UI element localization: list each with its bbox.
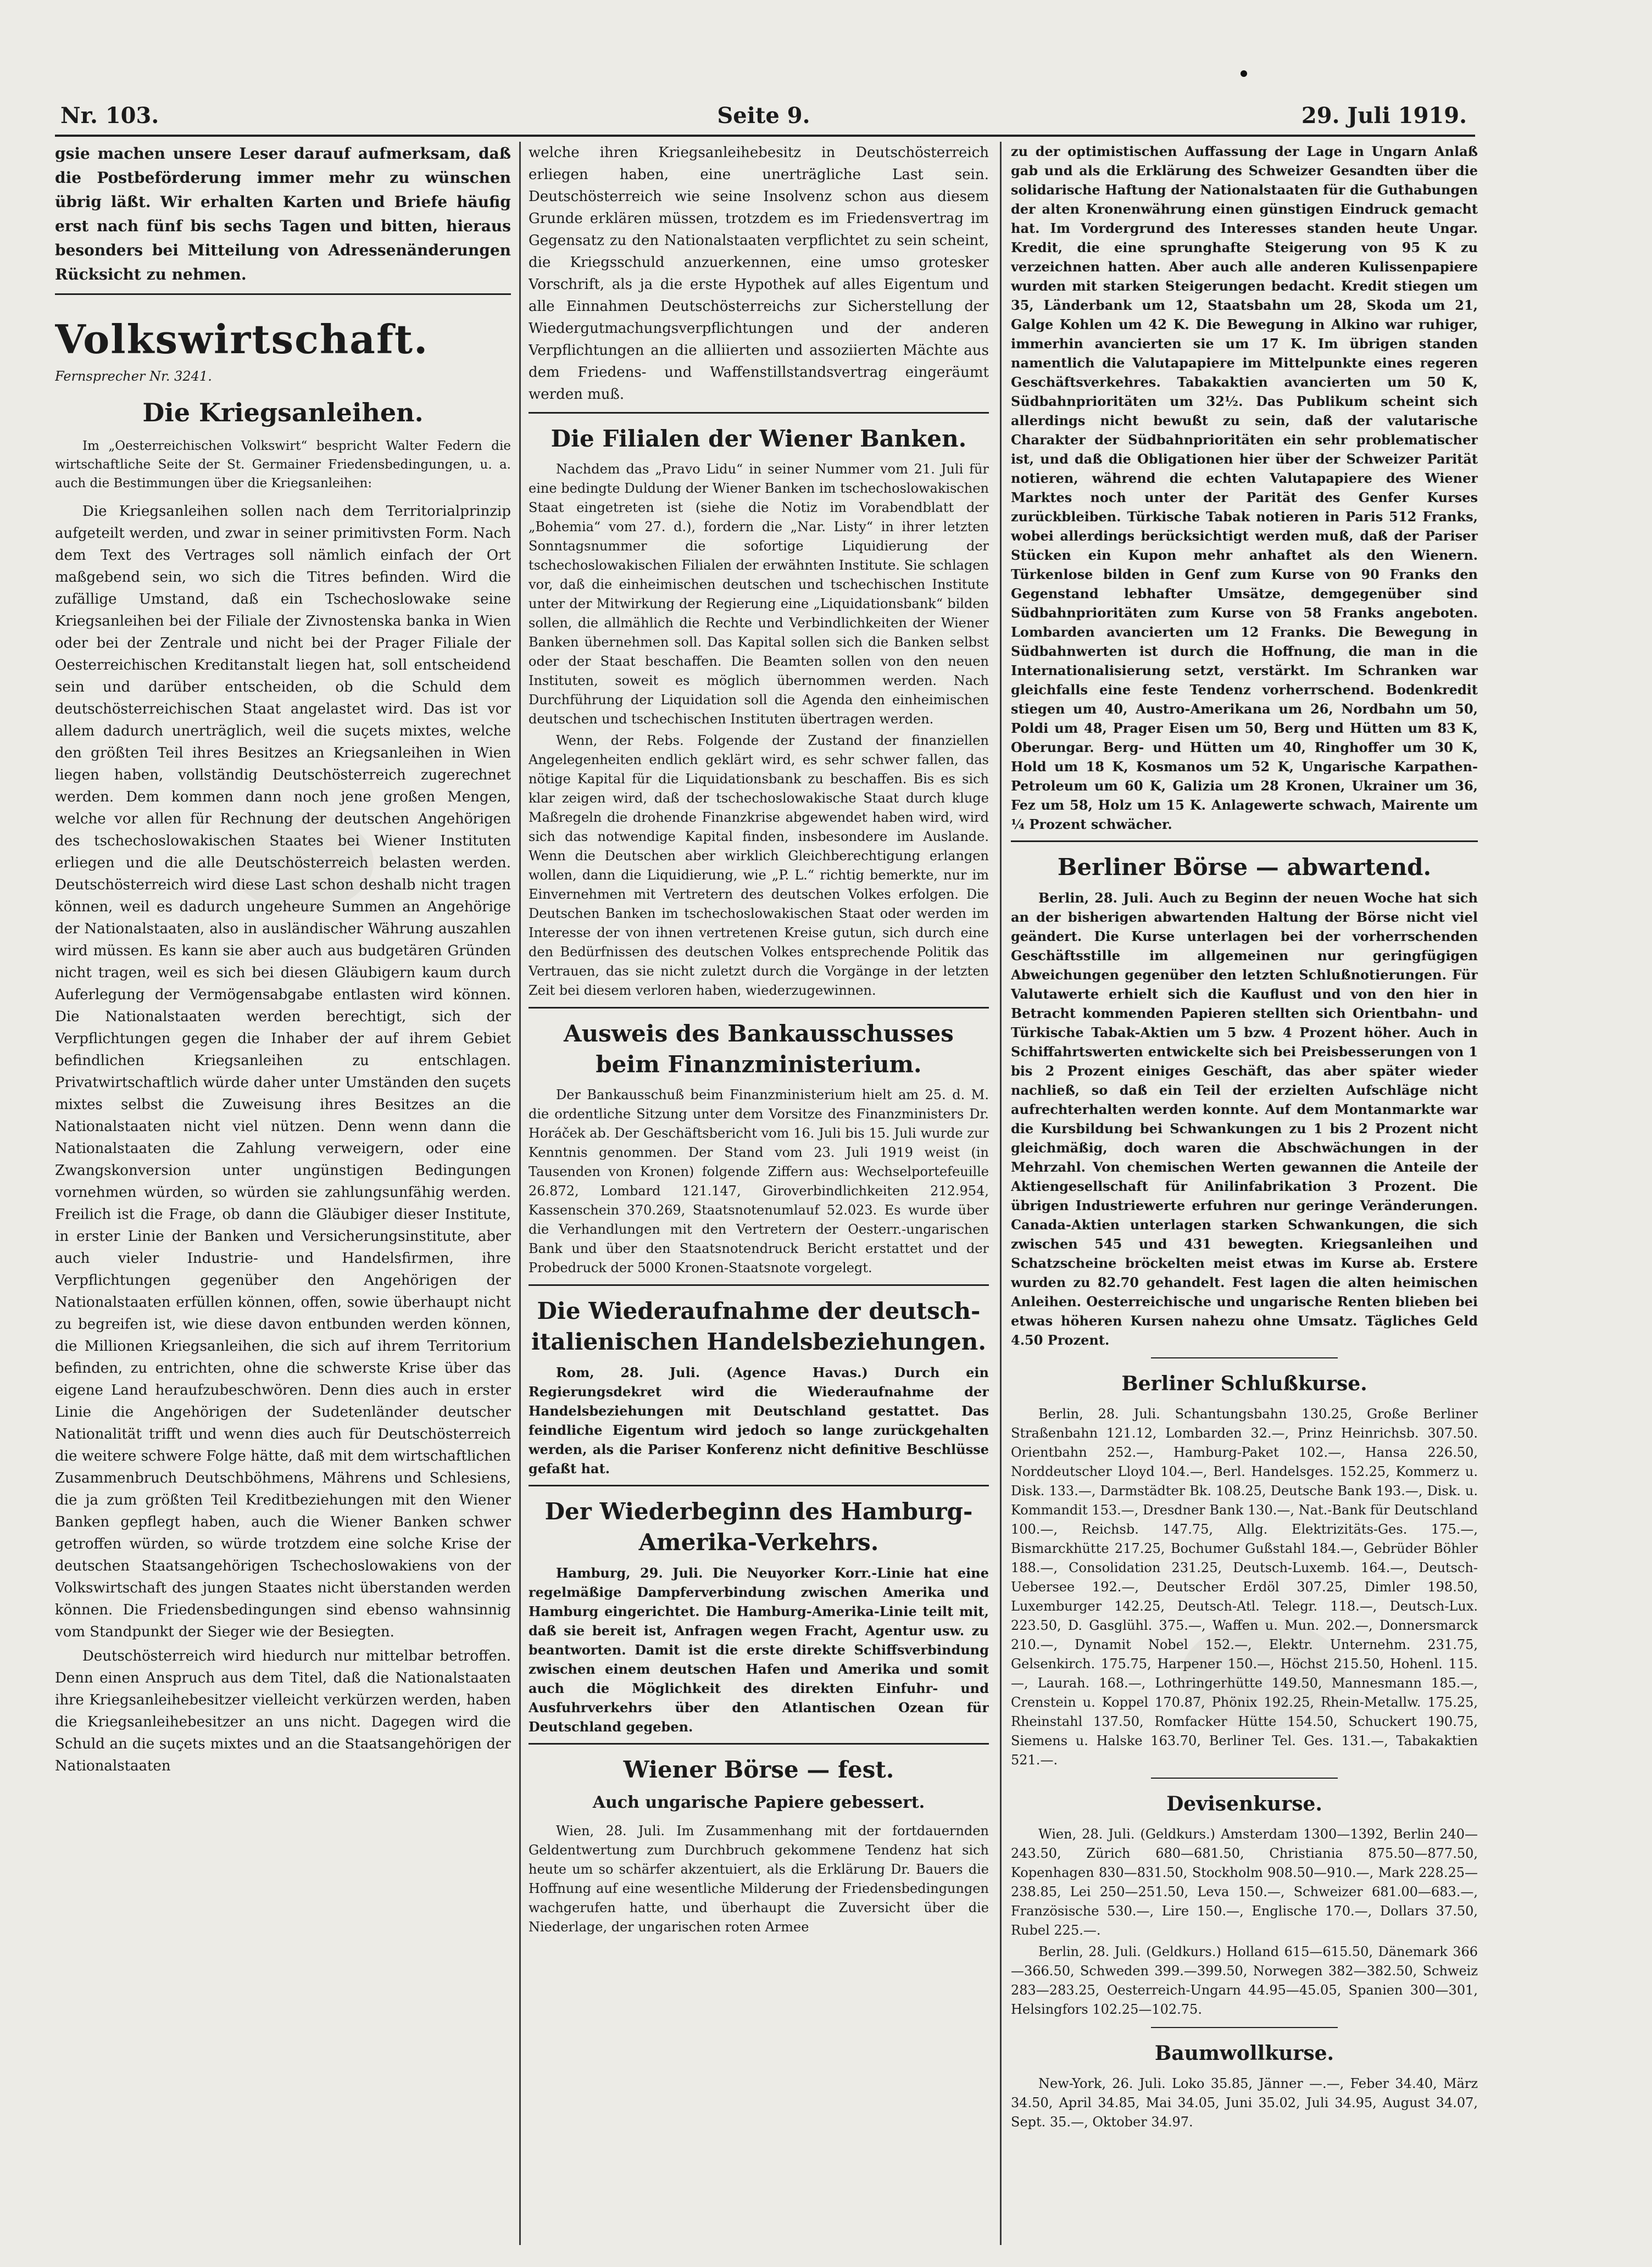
divider — [529, 1007, 989, 1009]
article-title: Berliner Schlußkurse. — [1121, 1372, 1367, 1395]
article-paragraph: New-York, 26. Juli. Loko 35.85, Jänner —.—, Feber 34.40, März 34.50, April 34.85, Mai 34.05, Juni 35.02, Juli 34.95, August 34.07, Sept. 35.—, Oktober 34.97. — [1011, 2076, 1478, 2130]
divider — [529, 1485, 989, 1486]
article-title: Devisenkurse. — [1166, 1792, 1322, 1815]
article-title: Wiener Börse — fest. — [623, 1756, 894, 1783]
article-title: Baumwollkurse. — [1154, 2042, 1334, 2065]
article-paragraph: Der Bankausschuß beim Finanzministerium hielt am 25. d. M. die ordentliche Sitzung unter dem Vorsitze des Finanzministers Dr. Horáček ab. Der Geschäftsbericht vom 16. Juli bis 15. Juli wurde zur Kenntnis genommen. Der Stand vom 23. Juli 1919 weist (in Tausenden von Kronen) folgende Ziffern aus: Wechselportefeuille 26.872, Lombard 121.147, Giroverbindlichkeiten 212.954, Kassenschein 370.269, Staatsnotenumlauf 52.023. Es wurde über die Verhandlungen mit den Vertretern der Oesterr.-ungarischen Bank und über den Staatsnotendruck Bericht erstattet und der Probedruck der 5000 Kronen-Staatsnote vorgelegt. — [529, 1087, 989, 1275]
article-paragraph: zu der optimistischen Auffassung der Lage in Ungarn Anlaß gab und als die Erklärung des Schweizer Gesandten über die solidarische Haftung der Nationalstaaten für die Guthabungen der alten Kronenwährung einen günstigen Eindruck gemacht hat. Im Vordergrund des Interesses standen heute Ungar. Kredit, die eine sprunghafte Steigerung von 95 K zu verzeichnen hatten. Aber auch alle anderen Kulissenpapiere wurden mit starken Steigerungen bedacht. Kredit stiegen um 35, Länderbank um 12, Staatsbahn um 28, Skoda um 21, Galge Kohlen um 42 K. Die Bewegung in Alkino war ruhiger, immerhin avancierten sie um 17 K. Im übrigen standen namentlich die Valutapapiere im Mittelpunkte eines regeren Geschäftsverkehres. Tabakaktien avancierten um 50 K, Südbahnprioritäten um 32½. Das Publikum scheint sich allerdings nicht bewußt zu sein, daß der valutarische Charakter der Südbahnprioritäten ein sehr problematischer ist, und daß die Obligationen hier über der Schweizer Parität notieren, während die echten Valutapapiere des Wiener Marktes noch unter der Parität des Genfer Kurses zurückbleiben. Türkische Tabak notieren in Paris 512 Franks, wobei allerdings berücksichtigt werden muß, daß der Pariser Stücken ein Kupon mehr anhaftet als den Wienern. Türkenlose bilden in Genf zum Kurse von 90 Franks den Gegenstand lebhafter Umsätze, demgegenüber sind Südbahnprioritäten zum Kurse von 58 Franks angeboten. Lombarden avancierten um 12 Franks. Die Bewegung in Südbahnwerten ist durch die Hoffnung, die man in die Internationalisierung setzt, verstärkt. Im Schranken war gleichfalls eine feste Tendenz vorherrschend. Bodenkredit stiegen um 40, Austro-Amerikana um 26, Nordbahn um 50, Poldi um 48, Prager Eisen um 50, Berg und Hütten um 83 K, Oberungar. Berg- und Hütten um 40, Ringhoffer um 30 K, Hold um 18 K, Kosmanos um 52 K, Ungarische Karpathen-Petroleum um 60 K, Galizia um 28 Kronen, Ukrainer um 36, Fez um 58, Holz um 15 K. Anlagewerte schwach, Mairente um ¼ Prozent schwächer. — [1011, 143, 1478, 832]
article-title: Die Filialen der Wiener Banken. — [550, 425, 967, 452]
divider — [1151, 1778, 1338, 1779]
page-header — [55, 96, 1472, 135]
article-title: Ausweis des Bankausschusses beim Finanzministerium. — [564, 1020, 954, 1078]
issue-number: Nr. 103. — [60, 103, 159, 129]
article-title: Der Wiederbeginn des Hamburg-Amerika-Verkehrs. — [544, 1498, 973, 1556]
article-paragraph: Deutschösterreich wird hiedurch nur mittelbar betroffen. Denn einen Anspruch aus dem Titel, daß die Nationalstaaten ihre Kriegsanleihebesitzer vielleicht verkürzen werden, haben die Kriegsanleihebesitzer an uns nicht. Dagegen wird die Schuld an die suçets mixtes und an die Staatsangehörigen der Nationalstaaten — [55, 1648, 511, 1774]
article-title: Die Wiederaufnahme der deutsch-italienischen Handelsbeziehungen. — [531, 1297, 986, 1355]
column-rule — [519, 142, 521, 2245]
divider — [1011, 840, 1478, 842]
ink-spot — [1241, 70, 1247, 77]
article-paragraph: Berlin, 28. Juli. Schantungsbahn 130.25, Große Berliner Straßenbahn 121.12, Lombarden 32.—, Prinz Heinrichsb. 307.50. Orientbahn 252.—, Hamburg-Paket 102.—, Hansa 226.50, Norddeutscher Lloyd 104.—, Berl. Handelsges. 152.25, Kommerz u. Disk. 133.—, Darmstädter Bk. 108.25, Deutsche Bank 193.—, Disk. u. Kommandit 153.—, Dresdner Bank 130.—, Nat.-Bank für Deutschland 100.—, Reichsb. 147.75, Allg. Elektrizitäts-Ges. 175.—, Bismarckhütte 217.25, Bochumer Gußstahl 184.—, Gebrüder Böhler 188.—, Consolidation 231.25, Deutsch-Luxemb. 164.—, Deutsch-Uebersee 192.—, Deutscher Erdöl 307.25, Dimler 198.50, Luxemburger 142.25, Deutsch-Atl. Telegr. 118.—, Deutsch-Lux. 223.50, D. Gasglühl. 375.—, Waffen u. Mun. 202.—, Donnersmarck 210.—, Dynamit Nobel 152.—, Elektr. Unternehm. 231.75, Gelsenkirch. 175.75, Harpener 150.—, Höchst 215.50, Hohenl. 115.—, Laurah. 168.—, Lothringerhütte 149.50, Mannesmann 185.—, Crenstein u. Koppel 170.87, Phönix 192.25, Rhein-Metallw. 175.25, Rheinstahl 137.50, Romfacker Hütte 154.50, Schuckert 190.75, Siemens u. Halske 163.70, Berliner Tel. Ges. 131.—, Tabakaktien 521.—. — [1011, 1406, 1478, 1768]
article-paragraph: Wien, 28. Juli. (Geldkurs.) Amsterdam 1300—1392, Berlin 240—243.50, Zürich 680—681.50, Christiania 875.50—877.50, Kopenhagen 830—831.50, Stockholm 908.50—910.—, Mark 228.25—238.85, Lei 250—251.50, Leva 150.—, Schweizer 681.00—683.—, Französische 530.—, Lire 150.—, Englische 170.—, Dollars 37.50, Rubel 225.—. — [1011, 1826, 1478, 1938]
section-title: Volkswirtschaft. — [55, 316, 429, 363]
article-paragraph: Nachdem das „Pravo Lidu“ in seiner Nummer vom 21. Juli für eine bedingte Duldung der Wiener Banken im tschechoslowakischen Staat eingetreten ist (siehe die Notiz im Vorabendblatt der „Bohemia“ vom 27. d.), fordern die „Nar. Listy“ in ihrer letzten Sonntagsnummer die sofortige Liquidierung der tschechoslowakischen Filialen der erwähnten Institute. Sie schlagen vor, daß die einheimischen deutschen und tschechischen Institute unter der Mitwirkung der Regierung eine „Liquidationsbank“ bilden sollen, die allmählich die Rechte und Verbindlichkeiten der Wiener Banken übernehmen soll. Das Kapital sollen sich die Banken selbst oder der Staat beschaffen. Die Beamten sollen von den neuen Instituten, soweit es möglich übernommen werden. Nach Durchführung der Liquidation soll die Agenda den einheimischen deutschen und tschechischen Instituten übertragen werden. — [529, 461, 989, 727]
column-2 — [529, 142, 989, 2245]
article-title: Die Kriegsanleihen. — [142, 398, 424, 427]
column-rule — [1000, 142, 1002, 2245]
header-rule — [55, 135, 1475, 137]
issue-date: 29. Juli 1919. — [1301, 103, 1467, 129]
article-title: Berliner Börse — abwartend. — [1057, 854, 1432, 881]
postal-notice: gsie machen unsere Leser darauf aufmerksam, daß die Postbeförderung immer mehr zu wünschen übrig läßt. Wir erhalten Karten und Briefe häufig erst nach fünf bis sechs Tagen und bitten, hieraus besonders bei Mitteilung von Adressenänderungen Rücksicht zu nehmen. — [55, 144, 511, 283]
divider — [529, 412, 989, 414]
divider — [529, 1284, 989, 1286]
divider — [529, 1743, 989, 1745]
article-paragraph: Wien, 28. Juli. Im Zusammenhang mit der fortdauernden Geldentwertung zum Durchbruch gekommene Tendenz hat sich heute um so schärfer akzentuiert, als die Erklärung Dr. Bauers die Hoffnung auf eine wesentliche Milderung der Friedensbedingungen wachgerufen hatte, und überhaupt die Zuversicht über die Niederlage, der ungarischen roten Armee — [529, 1823, 989, 1935]
column-1 — [55, 142, 511, 2245]
article-paragraph: Rom, 28. Juli. (Agence Havas.) Durch ein Regierungsdekret wird die Wiederaufnahme der Handelsbeziehungen mit Deutschland gestattet. Das feindliche Eigentum wird jedoch so lange zurückgehalten werden, als die Pariser Konferenz nicht definitive Beschlüsse gefaßt hat. — [529, 1364, 989, 1477]
article-paragraph: Wenn, der Rebs. Folgende der Zustand der finanziellen Angelegenheiten endlich geklärt wird, es sehr schwer fallen, das nötige Kapital für die Liquidationsbank zu beschaffen. Bis es sich klar zeigen wird, daß der tschechoslowakische Staat durch kluge Maßregeln die drohende Finanzkrise abgewendet haben wird, wird sich das notwendige Kapital finden, insbesondere im Auslande. Wenn die Deutschen aber wirklich Gleichberechtigung erlangen wollen, dann die Liquidierung, wie „P. L.“ richtig bemerkte, nur im Einvernehmen mit Vertretern des deutschen Volkes erfolgen. Die Deutschen Banken im tschechoslowakischen Staat oder werden im Interesse der von ihnen vertretenen Kreise gutun, sich durch eine den Bedürfnissen des deutschen Volkes entsprechende Politik das Vertrauen, das sie nicht zuletzt durch die Vorgänge in der letzten Zeit bei diesem verloren haben, wiederzugewinnen. — [529, 733, 989, 998]
divider — [1151, 2027, 1338, 2028]
article-paragraph: Berlin, 28. Juli. (Geldkurs.) Holland 615—615.50, Dänemark 366—366.50, Schweden 399.—399.50, Norwegen 382—382.50, Schweiz 283—283.25, Oesterreich-Ungarn 44.95—45.05, Spanien 300—301, Helsingfors 102.25—102.75. — [1011, 1944, 1478, 2017]
divider — [55, 293, 511, 295]
article-paragraph: welche ihren Kriegsanleihebesitz in Deutschösterreich erliegen haben, eine unerträgliche Last sein. Deutschösterreich wie seine Insolvenz schon aus diesem Grunde erklären müssen, trotzdem es im Friedensvertrag im Gegensatz zu den Nationalstaaten verpflichtet zu sein scheint, die Kriegsschuld anzuerkennen, eine umso grotesker Vorschrift, als ja die erste Hypothek auf alles Eigentum und alle Einnahmen Deutschösterreichs zur Sicherstellung der Wiedergutmachungsverpflichtungen und der anderen Verpflichtungen an die alliierten und assoziierten Mächte aus dem Friedens- und Waffenstillstandsvertrag eingeräumt werden muß. — [529, 144, 989, 403]
article-paragraph: Hamburg, 29. Juli. Die Neuyorker Korr.-Linie hat eine regelmäßige Dampferverbindung zwischen Amerika und Hamburg eingerichtet. Die Hamburg-Amerika-Linie teilt mit, daß sie bereit ist, Anfragen wegen Fracht, Agentur usw. zu beantworten. Damit ist die erste direkte Schiffsverbindung zwischen einem deutschen Hafen und Amerika und somit auch die Möglichkeit des direkten Einfuhr- und Ausfuhrverkehrs über den Atlantischen Ozean für Deutschland gegeben. — [529, 1565, 989, 1735]
article-subtitle: Auch ungarische Papiere gebessert. — [592, 1793, 925, 1812]
page-number: Seite 9. — [717, 103, 810, 129]
article-paragraph: Berlin, 28. Juli. Auch zu Beginn der neuen Woche hat sich an der bisherigen abwartenden Haltung der Börse nicht viel geändert. Die Kurse unterlagen bei der vorherrschenden Geschäftsstille im allgemeinen nur geringfügigen Abweichungen gegenüber den letzten Schlußnotierungen. Für Valutawerte erhielt sich die Kauflust und von den hier in Betracht kommenden Papieren stellten sich Orientbahn- und Türkische Tabak-Aktien um 5 bzw. 4 Prozent höher. Auch in Schiffahrtswerten entwickelte sich bei Preisbesserungen von 1 bis 2 Prozent einiges Geschäft, das aber später wieder nachließ, so daß ein Teil der erzielten Aufschläge nicht aufrechterhalten werden konnte. Auf dem Montanmarkte war die Kursbildung bei Schwankungen zu 1 bis 2 Prozent nicht gleichmäßig, doch waren die Abschwächungen in der Mehrzahl. Von chemischen Werten gewannen die Anteile der Aktiengesellschaft für Anilinfabrikation 3 Prozent. Die übrigen Industriewerte erfuhren nur geringe Veränderungen. Canada-Aktien unterlagen starken Schwankungen, die sich zwischen 545 und 431 bewegten. Kriegsanleihen und Schatzscheine bröckelten meist etwas im Kurse ab. Erstere wurden zu 82.70 gehandelt. Fest lagen die alten heimischen Anleihen. Oesterreichische und ungarische Renten blieben bei etwas höheren Kursen nahezu ohne Umsatz. Tägliches Geld 4.50 Prozent. — [1011, 890, 1478, 1348]
phone-number: Fernsprecher Nr. 3241. — [55, 369, 212, 384]
divider — [1151, 1357, 1338, 1358]
column-3 — [1011, 142, 1478, 2245]
article-paragraph: Die Kriegsanleihen sollen nach dem Territorialprinzip aufgeteilt werden, und zwar in seiner primitivsten Form. Nach dem Text des Vertrages soll nämlich einfach der Ort maßgebend sein, wo sich die Titres befinden. Wird die zufällige Umstand, daß ein Tschechoslowake seine Kriegsanleihen bei der Filiale der Zivnostenska banka in Wien oder bei der Zentrale und nicht bei der Prager Filiale der Oesterreichischen Kreditanstalt liegen hat, soll entscheidend sein und darüber entscheiden, ob die Schuld dem deutschösterreichischen Staat angelastet wird. Das ist vor allem dadurch unerträglich, weil die suçets mixtes, welche den größten Teil ihres Besitzes an Kriegsanleihen in Wien liegen haben, vollständig Deutschösterreich zugerechnet werden. Dem kommen dann noch jene großen Mengen, welche vor allen für Rechnung der deutschen Angehörigen des tschechoslowakischen Staates bei Wiener Instituten erliegen und die alle Deutschösterreich belasten werden. Deutschösterreich wird diese Last schon deshalb nicht tragen können, weil es dadurch ungeheure Summen an Angehörige der Nationalstaaten, also in ausländischer Währung auszahlen wird müssen. Es kann sie aber auch aus budgetären Gründen nicht tragen, weil es sich bei diesen Gläubigern kaum durch Auferlegung der Vermögensabgabe entlasten wird können. Die Nationalstaaten werden berechtigt, sich der Verpflichtungen gegen die Inhaber der auf ihrem Gebiet befindlichen Kriegsanleihen zu entschlagen. Privatwirtschaftlich würde daher unter Umständen den suçets mixtes selbst die Zuweisung ihres Besitzes an die Nationalstaaten nicht viel nützen. Denn wenn dann die Nationalstaaten die Zahlung verweigern, oder eine Zwangskonversion unter ungünstigen Bedingungen vornehmen würden, so würden sie zahlungsunfähig werden. Freilich ist die Frage, ob dann die Gläubiger dieser Institute, in erster Linie der Banken und Versicherungsinstitute, aber auch vieler Industrie- und Handelsfirmen, ihre Verpflichtungen gegenüber den Angehörigen der Nationalstaaten erfüllen können, offen, sowie überhaupt nicht zu begreifen ist, wie diese davon entbunden werden können, die Millionen Kriegsanleihen, die sich auf ihrem Territorium befinden, zu entrichten, ohne die schwerste Krise über das eigene Land heraufzubeschwören. Denn dies auch in erster Linie die Angehörigen der Sudetenländer deutscher Nationalität trifft und wenn dies auch für Deutschösterreich die weitere schwere Folge hätte, daß mit dem wirtschaftlichen Zusammenbruch Deutschböhmens, Mährens und Schlesiens, die ja zum größten Teil Kreditbeziehungen mit den Wiener Banken gepflegt haben, auch die Wiener Banken schwer getroffen würden, so würde trotzdem eine solche Krise der deutschen Staatsangehörigen Tschechoslowakiens von der Volkswirtschaft des jungen Staates nicht überstanden werden können. Die Friedensbedingungen sind ebenso wahnsinnig vom Standpunkt der Sieger wie der Besiegten. — [55, 503, 511, 1640]
article-lead: Im „Oesterreichischen Volkswirt“ bespricht Walter Federn die wirtschaftliche Seite der St. Germainer Friedensbedingungen, u. a. auch die Bestimmungen über die Kriegsanleihen: — [55, 439, 511, 491]
